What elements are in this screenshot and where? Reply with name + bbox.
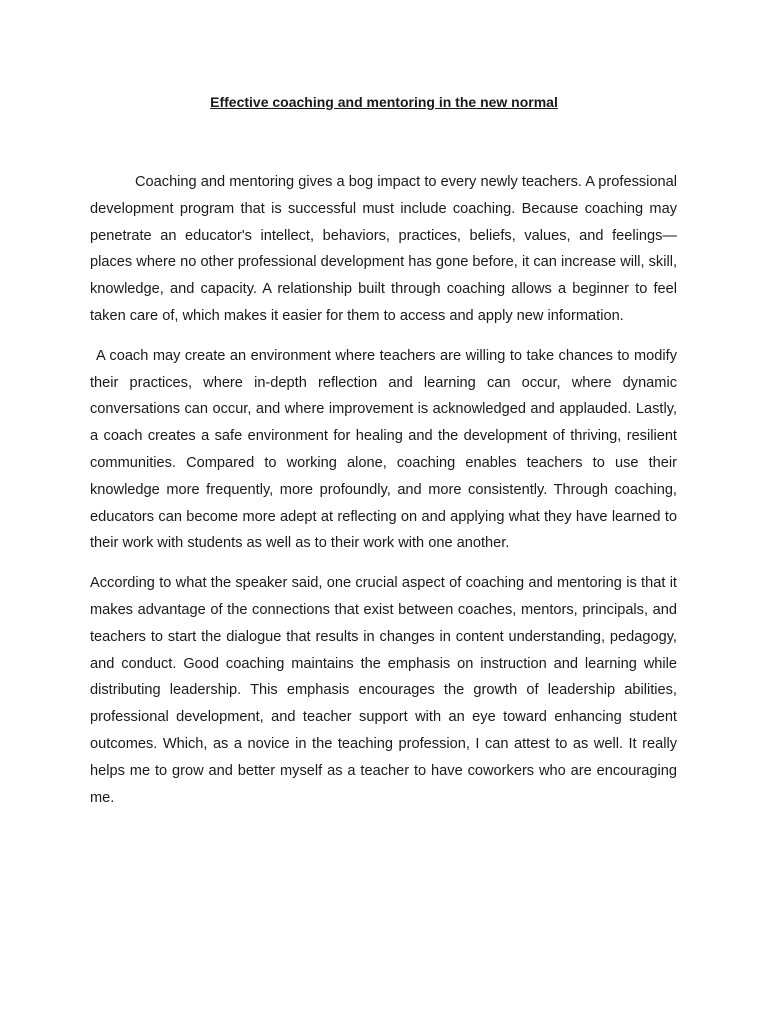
paragraph-2: A coach may create an environment where teachers are willing to take chances to modify their practices, where in-depth reflection and learning can occur, where dynamic conversations can occur, and where improvement is acknowledged and applauded. Lastly, a coach creates a safe environment for healing and the development of thriving, resilient communities. Compared to working alone, coaching enables teachers to use their knowledge more frequently, more profoundly, and more consistently. Through coaching, educators can become more adept at reflecting on and applying what they have learned to their work with students as well as to their work with one another.: [90, 347, 677, 552]
document-body: [90, 169, 677, 811]
document-title: Effective coaching and mentoring in the new normal: [210, 94, 558, 110]
paragraph-1: Coaching and mentoring gives a bog impact to every newly teachers. A professional development program that is successful must include coaching. Because coaching may penetrate an educator's intellect, behaviors, practices, beliefs, values, and feelings—places where no other professional development has gone before, it can increase will, skill, knowledge, and capacity. A relationship built through coaching allows a beginner to feel taken care of, which makes it easier for them to access and apply new information.: [90, 174, 677, 324]
paragraph-3: According to what the speaker said, one crucial aspect of coaching and mentoring is that it makes advantage of the connections that exist between coaches, mentors, principals, and teachers to start the dialogue that results in changes in content understanding, pedagogy, and conduct. Good coaching maintains the emphasis on instruction and learning while distributing leadership. This emphasis encourages the growth of leadership abilities, professional development, and teacher support with an eye toward enhancing student outcomes. Which, as a novice in the teaching profession, I can attest to as well. It really helps me to grow and better myself as a teacher to have coworkers who are encouraging me.: [90, 575, 677, 806]
